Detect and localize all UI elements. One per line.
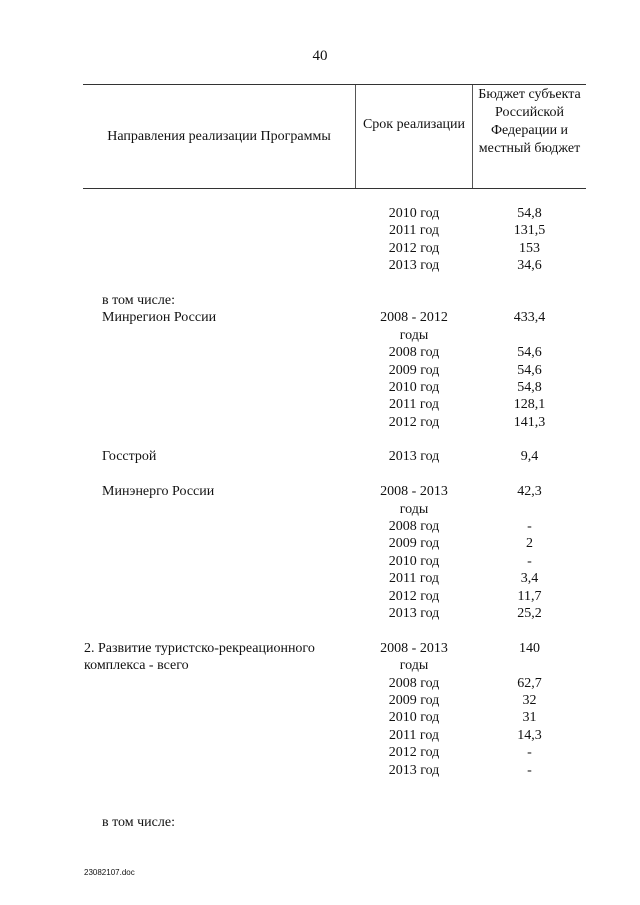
table-row <box>0 657 640 674</box>
row-label: в том числе: <box>102 292 175 308</box>
header-directions: Направления реализации Программы <box>107 129 331 144</box>
table-row <box>0 553 640 570</box>
footer-filename: 23082107.doc <box>84 868 135 877</box>
row-term: 2012 год <box>388 240 440 256</box>
row-term: 2009 год <box>388 692 440 708</box>
row-value: 54,6 <box>517 362 542 378</box>
row-value: 140 <box>519 640 540 656</box>
table-row <box>0 205 640 222</box>
row-term: годы <box>399 658 429 674</box>
row-spacer <box>0 779 640 796</box>
row-term: 2008 - 2013 <box>380 640 448 656</box>
table-row <box>0 379 640 396</box>
row-term: 2012 год <box>388 588 440 604</box>
table-row <box>0 327 640 344</box>
row-label: комплекса - всего <box>84 658 189 674</box>
table-row <box>0 396 640 413</box>
row-value: 34,6 <box>517 258 542 274</box>
row-term: 2011 год <box>388 223 440 239</box>
row-value: 128,1 <box>513 397 546 413</box>
table-row <box>0 344 640 361</box>
table-row <box>0 240 640 257</box>
row-term: 2010 год <box>388 710 440 726</box>
table-row <box>0 501 640 518</box>
table-body <box>0 205 640 831</box>
row-spacer <box>0 431 640 448</box>
row-value: - <box>527 745 532 761</box>
table-row <box>0 762 640 779</box>
row-term: 2008 год <box>388 519 440 535</box>
row-spacer <box>0 275 640 292</box>
row-value: 54,6 <box>517 345 542 361</box>
table-row <box>0 675 640 692</box>
row-spacer <box>0 796 640 813</box>
row-value: 32 <box>522 692 537 708</box>
row-term: 2010 год <box>388 553 440 569</box>
row-value: 62,7 <box>517 675 542 691</box>
row-term: 2013 год <box>388 605 440 621</box>
row-value: 31 <box>522 710 537 726</box>
table-row <box>0 292 640 309</box>
row-term: 2009 год <box>388 536 440 552</box>
row-label: Минэнерго России <box>102 484 215 500</box>
row-term: 2008 - 2012 <box>380 310 448 326</box>
row-value: - <box>527 553 532 569</box>
row-term: 2008 год <box>388 675 440 691</box>
row-value: 14,3 <box>517 727 542 743</box>
table-row <box>0 535 640 552</box>
row-value: - <box>527 762 532 778</box>
table-row <box>0 222 640 239</box>
header-budget: Бюджет субъекта Российской Федерации и местный бюджет <box>478 87 581 156</box>
row-value: 131,5 <box>513 223 546 239</box>
table-row <box>0 692 640 709</box>
row-term: 2008 год <box>388 345 440 361</box>
row-term: 2012 год <box>388 745 440 761</box>
row-term: 2013 год <box>388 762 440 778</box>
table-row <box>0 483 640 500</box>
page-number: 40 <box>312 48 328 64</box>
row-label: Госстрой <box>102 449 157 465</box>
row-term: 2009 год <box>388 362 440 378</box>
row-value: 2 <box>526 536 533 552</box>
row-term: 2010 год <box>388 379 440 395</box>
table-row <box>0 640 640 657</box>
row-term: 2011 год <box>388 571 440 587</box>
row-value: 11,7 <box>517 588 542 604</box>
row-term: годы <box>399 501 429 517</box>
table-row <box>0 414 640 431</box>
table-row <box>0 814 640 831</box>
row-term: 2013 год <box>388 258 440 274</box>
row-value: 9,4 <box>520 449 539 465</box>
table-row <box>0 518 640 535</box>
row-term: 2013 год <box>388 449 440 465</box>
row-value: 42,3 <box>517 484 542 500</box>
row-value: 54,8 <box>517 379 542 395</box>
row-term: 2010 год <box>388 206 440 221</box>
table-row <box>0 570 640 587</box>
row-value: 433,4 <box>513 310 546 326</box>
table-row <box>0 362 640 379</box>
row-value: 3,4 <box>520 571 539 587</box>
row-value: 54,8 <box>517 206 542 221</box>
row-value: 153 <box>519 240 540 256</box>
table-header-bottom-rule <box>83 188 586 189</box>
row-term: годы <box>399 327 429 343</box>
row-term: 2012 год <box>388 414 440 430</box>
row-label: в том числе: <box>102 814 175 830</box>
row-value: - <box>527 519 532 535</box>
table-row <box>0 605 640 622</box>
row-term: 2011 год <box>388 397 440 413</box>
table-row <box>0 257 640 274</box>
column-divider <box>355 85 356 188</box>
header-term: Срок реализации <box>362 117 466 132</box>
row-spacer <box>0 466 640 483</box>
table-row <box>0 744 640 761</box>
table-row <box>0 727 640 744</box>
row-label: Минрегион России <box>102 310 217 326</box>
row-label: 2. Развитие туристско-рекреационного <box>84 640 315 656</box>
table-row <box>0 588 640 605</box>
table-top-rule <box>83 84 586 85</box>
table-row <box>0 709 640 726</box>
row-value: 141,3 <box>513 414 546 430</box>
row-term: 2011 год <box>388 727 440 743</box>
row-spacer <box>0 622 640 639</box>
row-value: 25,2 <box>517 605 542 621</box>
table-row <box>0 309 640 326</box>
table-row <box>0 448 640 465</box>
row-term: 2008 - 2013 <box>380 484 448 500</box>
